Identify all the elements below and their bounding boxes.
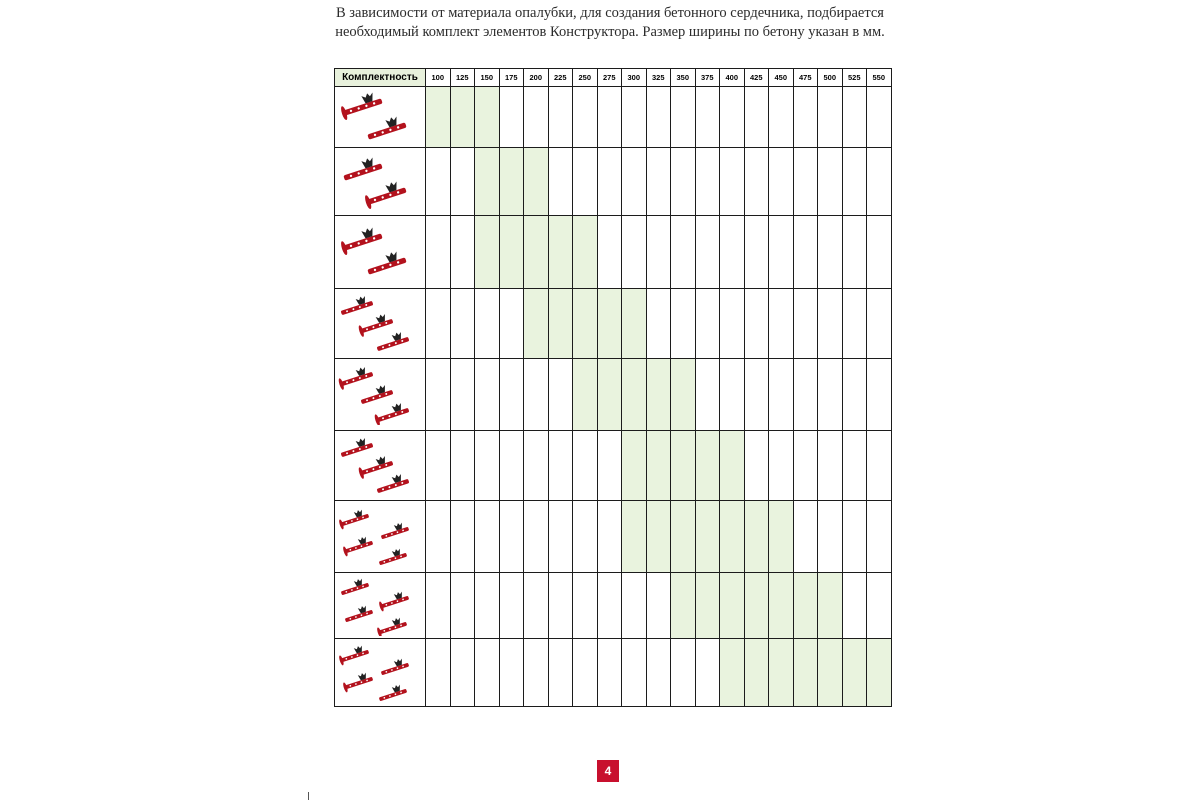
table-row xyxy=(335,216,892,289)
grid-cell xyxy=(842,573,867,639)
grid-cell xyxy=(573,573,598,639)
applicable-cell xyxy=(475,87,500,148)
grid-cell xyxy=(818,359,843,431)
grid-cell xyxy=(720,359,745,431)
table-row xyxy=(335,639,892,707)
grid-cell xyxy=(524,501,549,573)
grid-cell xyxy=(426,431,451,501)
table-row xyxy=(335,501,892,573)
width-header-450: 450 xyxy=(769,69,794,87)
intro-text xyxy=(280,4,940,42)
applicable-cell xyxy=(597,359,622,431)
kit-image-cell xyxy=(335,639,426,707)
grid-cell xyxy=(720,148,745,216)
formwork-kit-icon xyxy=(335,365,425,425)
applicable-cell xyxy=(622,359,647,431)
width-header-225: 225 xyxy=(548,69,573,87)
grid-cell xyxy=(867,289,892,359)
applicable-cell xyxy=(720,639,745,707)
connector-part-icon xyxy=(374,471,409,493)
formwork-kit-icon xyxy=(335,576,425,636)
grid-cell xyxy=(818,289,843,359)
connector-part-icon xyxy=(357,311,395,337)
grid-cell xyxy=(867,216,892,289)
grid-cell xyxy=(450,501,475,573)
width-header-475: 475 xyxy=(793,69,818,87)
grid-cell xyxy=(671,216,696,289)
grid-cell xyxy=(744,87,769,148)
table-header-row xyxy=(335,69,892,87)
grid-cell xyxy=(671,87,696,148)
connector-part-icon xyxy=(365,249,407,275)
applicable-cell xyxy=(744,639,769,707)
connector-part-icon xyxy=(377,546,407,565)
applicable-cell xyxy=(622,501,647,573)
grid-cell xyxy=(744,431,769,501)
applicable-cell xyxy=(450,87,475,148)
applicable-cell xyxy=(769,639,794,707)
connector-part-icon xyxy=(377,682,407,701)
grid-cell xyxy=(867,573,892,639)
grid-cell xyxy=(842,501,867,573)
grid-cell xyxy=(597,573,622,639)
grid-cell xyxy=(524,87,549,148)
grid-cell xyxy=(450,573,475,639)
grid-cell xyxy=(622,148,647,216)
grid-cell xyxy=(450,216,475,289)
grid-cell xyxy=(622,573,647,639)
grid-cell xyxy=(695,639,720,707)
grid-cell xyxy=(842,431,867,501)
grid-cell xyxy=(524,359,549,431)
grid-cell xyxy=(818,216,843,289)
grid-cell xyxy=(622,216,647,289)
connector-part-icon xyxy=(375,615,408,635)
grid-cell xyxy=(450,359,475,431)
applicable-cell xyxy=(818,639,843,707)
grid-cell xyxy=(426,289,451,359)
grid-cell xyxy=(842,216,867,289)
grid-cell xyxy=(867,87,892,148)
grid-cell xyxy=(720,289,745,359)
grid-cell xyxy=(867,148,892,216)
applicable-cell xyxy=(499,148,524,216)
grid-cell xyxy=(499,639,524,707)
applicable-cell xyxy=(475,148,500,216)
grid-cell xyxy=(769,289,794,359)
table-row xyxy=(335,148,892,216)
applicable-cell xyxy=(720,501,745,573)
grid-cell xyxy=(597,87,622,148)
connector-part-icon xyxy=(373,400,411,424)
width-header-550: 550 xyxy=(867,69,892,87)
table-row xyxy=(335,87,892,148)
connector-part-icon xyxy=(377,589,410,611)
table-body xyxy=(335,87,892,707)
kit-image-cell xyxy=(335,431,426,501)
grid-cell xyxy=(646,148,671,216)
grid-cell xyxy=(426,216,451,289)
connector-part-icon xyxy=(357,453,395,479)
width-header-125: 125 xyxy=(450,69,475,87)
grid-cell xyxy=(426,501,451,573)
grid-cell xyxy=(426,148,451,216)
grid-cell xyxy=(646,573,671,639)
grid-cell xyxy=(548,431,573,501)
grid-cell xyxy=(793,431,818,501)
grid-cell xyxy=(548,501,573,573)
applicable-cell xyxy=(524,216,549,289)
grid-cell xyxy=(597,501,622,573)
formwork-kit-icon xyxy=(335,222,425,282)
grid-cell xyxy=(524,639,549,707)
grid-cell xyxy=(597,216,622,289)
corner-label: Комплектность xyxy=(335,69,426,87)
connector-part-icon xyxy=(338,436,373,457)
grid-cell xyxy=(573,87,598,148)
formwork-kit-icon xyxy=(335,152,425,212)
applicable-cell xyxy=(671,501,696,573)
intro-line-1: В зависимости от материала опалубки, для создания бетонного сердечника, подбирается xyxy=(336,5,884,21)
applicable-cell xyxy=(695,573,720,639)
grid-cell xyxy=(671,148,696,216)
width-header-100: 100 xyxy=(426,69,451,87)
applicable-cell xyxy=(426,87,451,148)
width-header-300: 300 xyxy=(622,69,647,87)
grid-cell xyxy=(867,359,892,431)
applicable-cell xyxy=(646,431,671,501)
kit-selection-table xyxy=(334,68,892,707)
grid-cell xyxy=(573,639,598,707)
applicable-cell xyxy=(573,289,598,359)
applicable-cell xyxy=(867,639,892,707)
connector-part-icon xyxy=(358,382,393,404)
grid-cell xyxy=(524,573,549,639)
grid-cell xyxy=(426,573,451,639)
grid-cell xyxy=(793,359,818,431)
table-row xyxy=(335,431,892,501)
applicable-cell xyxy=(573,359,598,431)
grid-cell xyxy=(548,639,573,707)
width-header-425: 425 xyxy=(744,69,769,87)
connector-part-icon xyxy=(362,178,408,209)
connector-part-icon xyxy=(338,90,384,121)
connector-part-icon xyxy=(338,225,384,256)
width-header-525: 525 xyxy=(842,69,867,87)
table-row xyxy=(335,289,892,359)
kit-image-cell xyxy=(335,87,426,148)
grid-cell xyxy=(744,216,769,289)
grid-cell xyxy=(793,148,818,216)
connector-part-icon xyxy=(341,670,374,692)
applicable-cell xyxy=(671,573,696,639)
width-header-375: 375 xyxy=(695,69,720,87)
grid-cell xyxy=(499,501,524,573)
grid-cell xyxy=(548,148,573,216)
grid-cell xyxy=(475,501,500,573)
kit-image-cell xyxy=(335,289,426,359)
applicable-cell xyxy=(597,289,622,359)
applicable-cell xyxy=(769,573,794,639)
grid-cell xyxy=(769,87,794,148)
intro-line-2: необходимый комплект элементов Конструктора. Размер ширины по бетону указан в мм. xyxy=(335,24,885,40)
grid-cell xyxy=(695,359,720,431)
applicable-cell xyxy=(475,216,500,289)
grid-cell xyxy=(842,148,867,216)
grid-cell xyxy=(475,639,500,707)
grid-cell xyxy=(548,87,573,148)
edge-mark xyxy=(308,792,309,800)
grid-cell xyxy=(499,359,524,431)
width-header-200: 200 xyxy=(524,69,549,87)
grid-cell xyxy=(744,148,769,216)
grid-cell xyxy=(499,87,524,148)
grid-cell xyxy=(842,359,867,431)
grid-cell xyxy=(793,87,818,148)
grid-cell xyxy=(818,501,843,573)
grid-cell xyxy=(769,148,794,216)
table-row xyxy=(335,573,892,639)
connector-part-icon xyxy=(343,603,373,622)
grid-cell xyxy=(867,501,892,573)
grid-cell xyxy=(818,87,843,148)
connector-part-icon xyxy=(374,329,409,351)
grid-cell xyxy=(793,216,818,289)
grid-cell xyxy=(695,148,720,216)
applicable-cell xyxy=(548,216,573,289)
grid-cell xyxy=(573,431,598,501)
grid-cell xyxy=(450,639,475,707)
grid-cell xyxy=(671,639,696,707)
grid-cell xyxy=(646,216,671,289)
width-header-500: 500 xyxy=(818,69,843,87)
applicable-cell xyxy=(646,359,671,431)
grid-cell xyxy=(842,289,867,359)
grid-cell xyxy=(548,573,573,639)
applicable-cell xyxy=(548,289,573,359)
width-header-350: 350 xyxy=(671,69,696,87)
grid-cell xyxy=(548,359,573,431)
grid-cell xyxy=(793,501,818,573)
grid-cell xyxy=(597,639,622,707)
grid-cell xyxy=(499,289,524,359)
applicable-cell xyxy=(499,216,524,289)
grid-cell xyxy=(769,431,794,501)
grid-cell xyxy=(671,289,696,359)
connector-part-icon xyxy=(337,507,370,529)
applicable-cell xyxy=(646,501,671,573)
applicable-cell xyxy=(842,639,867,707)
width-header-275: 275 xyxy=(597,69,622,87)
grid-cell xyxy=(646,639,671,707)
applicable-cell xyxy=(744,573,769,639)
connector-part-icon xyxy=(337,643,370,665)
applicable-cell xyxy=(695,501,720,573)
grid-cell xyxy=(475,359,500,431)
grid-cell xyxy=(573,148,598,216)
applicable-cell xyxy=(818,573,843,639)
applicable-cell xyxy=(793,639,818,707)
grid-cell xyxy=(426,639,451,707)
grid-cell xyxy=(450,431,475,501)
grid-cell xyxy=(450,289,475,359)
width-header-175: 175 xyxy=(499,69,524,87)
grid-cell xyxy=(867,431,892,501)
grid-cell xyxy=(818,431,843,501)
connector-part-icon xyxy=(337,365,375,390)
formwork-kit-icon xyxy=(335,507,425,567)
grid-cell xyxy=(573,501,598,573)
grid-cell xyxy=(744,289,769,359)
applicable-cell xyxy=(695,431,720,501)
grid-cell xyxy=(695,216,720,289)
applicable-cell xyxy=(793,573,818,639)
width-header-325: 325 xyxy=(646,69,671,87)
grid-cell xyxy=(720,87,745,148)
grid-cell xyxy=(622,639,647,707)
connector-part-icon xyxy=(338,294,373,315)
applicable-cell xyxy=(524,289,549,359)
width-header-150: 150 xyxy=(475,69,500,87)
grid-cell xyxy=(695,289,720,359)
grid-cell xyxy=(499,431,524,501)
connector-part-icon xyxy=(379,520,409,539)
grid-cell xyxy=(769,359,794,431)
applicable-cell xyxy=(769,501,794,573)
grid-cell xyxy=(475,431,500,501)
connector-part-icon xyxy=(339,576,369,595)
grid-cell xyxy=(597,148,622,216)
grid-cell xyxy=(646,87,671,148)
kit-image-cell xyxy=(335,573,426,639)
grid-cell xyxy=(524,431,549,501)
connector-part-icon xyxy=(365,114,407,140)
applicable-cell xyxy=(744,501,769,573)
formwork-kit-icon xyxy=(335,643,425,703)
applicable-cell xyxy=(671,359,696,431)
applicable-cell xyxy=(622,289,647,359)
formwork-kit-icon xyxy=(335,436,425,496)
applicable-cell xyxy=(720,431,745,501)
connector-part-icon xyxy=(341,154,383,180)
grid-cell xyxy=(793,289,818,359)
width-header-250: 250 xyxy=(573,69,598,87)
connector-part-icon xyxy=(341,534,374,556)
grid-cell xyxy=(695,87,720,148)
applicable-cell xyxy=(524,148,549,216)
applicable-cell xyxy=(573,216,598,289)
grid-cell xyxy=(744,359,769,431)
formwork-kit-icon xyxy=(335,87,425,147)
width-header-400: 400 xyxy=(720,69,745,87)
grid-cell xyxy=(818,148,843,216)
kit-image-cell xyxy=(335,216,426,289)
kit-image-cell xyxy=(335,148,426,216)
grid-cell xyxy=(842,87,867,148)
applicable-cell xyxy=(671,431,696,501)
formwork-kit-icon xyxy=(335,294,425,354)
connector-part-icon xyxy=(379,656,409,675)
grid-cell xyxy=(426,359,451,431)
grid-cell xyxy=(475,573,500,639)
kit-image-cell xyxy=(335,359,426,431)
kit-image-cell xyxy=(335,501,426,573)
applicable-cell xyxy=(622,431,647,501)
grid-cell xyxy=(720,216,745,289)
grid-cell xyxy=(450,148,475,216)
grid-cell xyxy=(499,573,524,639)
grid-cell xyxy=(475,289,500,359)
table-row xyxy=(335,359,892,431)
applicable-cell xyxy=(720,573,745,639)
grid-cell xyxy=(622,87,647,148)
grid-cell xyxy=(597,431,622,501)
grid-cell xyxy=(646,289,671,359)
grid-cell xyxy=(769,216,794,289)
page-number-badge: 4 xyxy=(597,760,619,782)
